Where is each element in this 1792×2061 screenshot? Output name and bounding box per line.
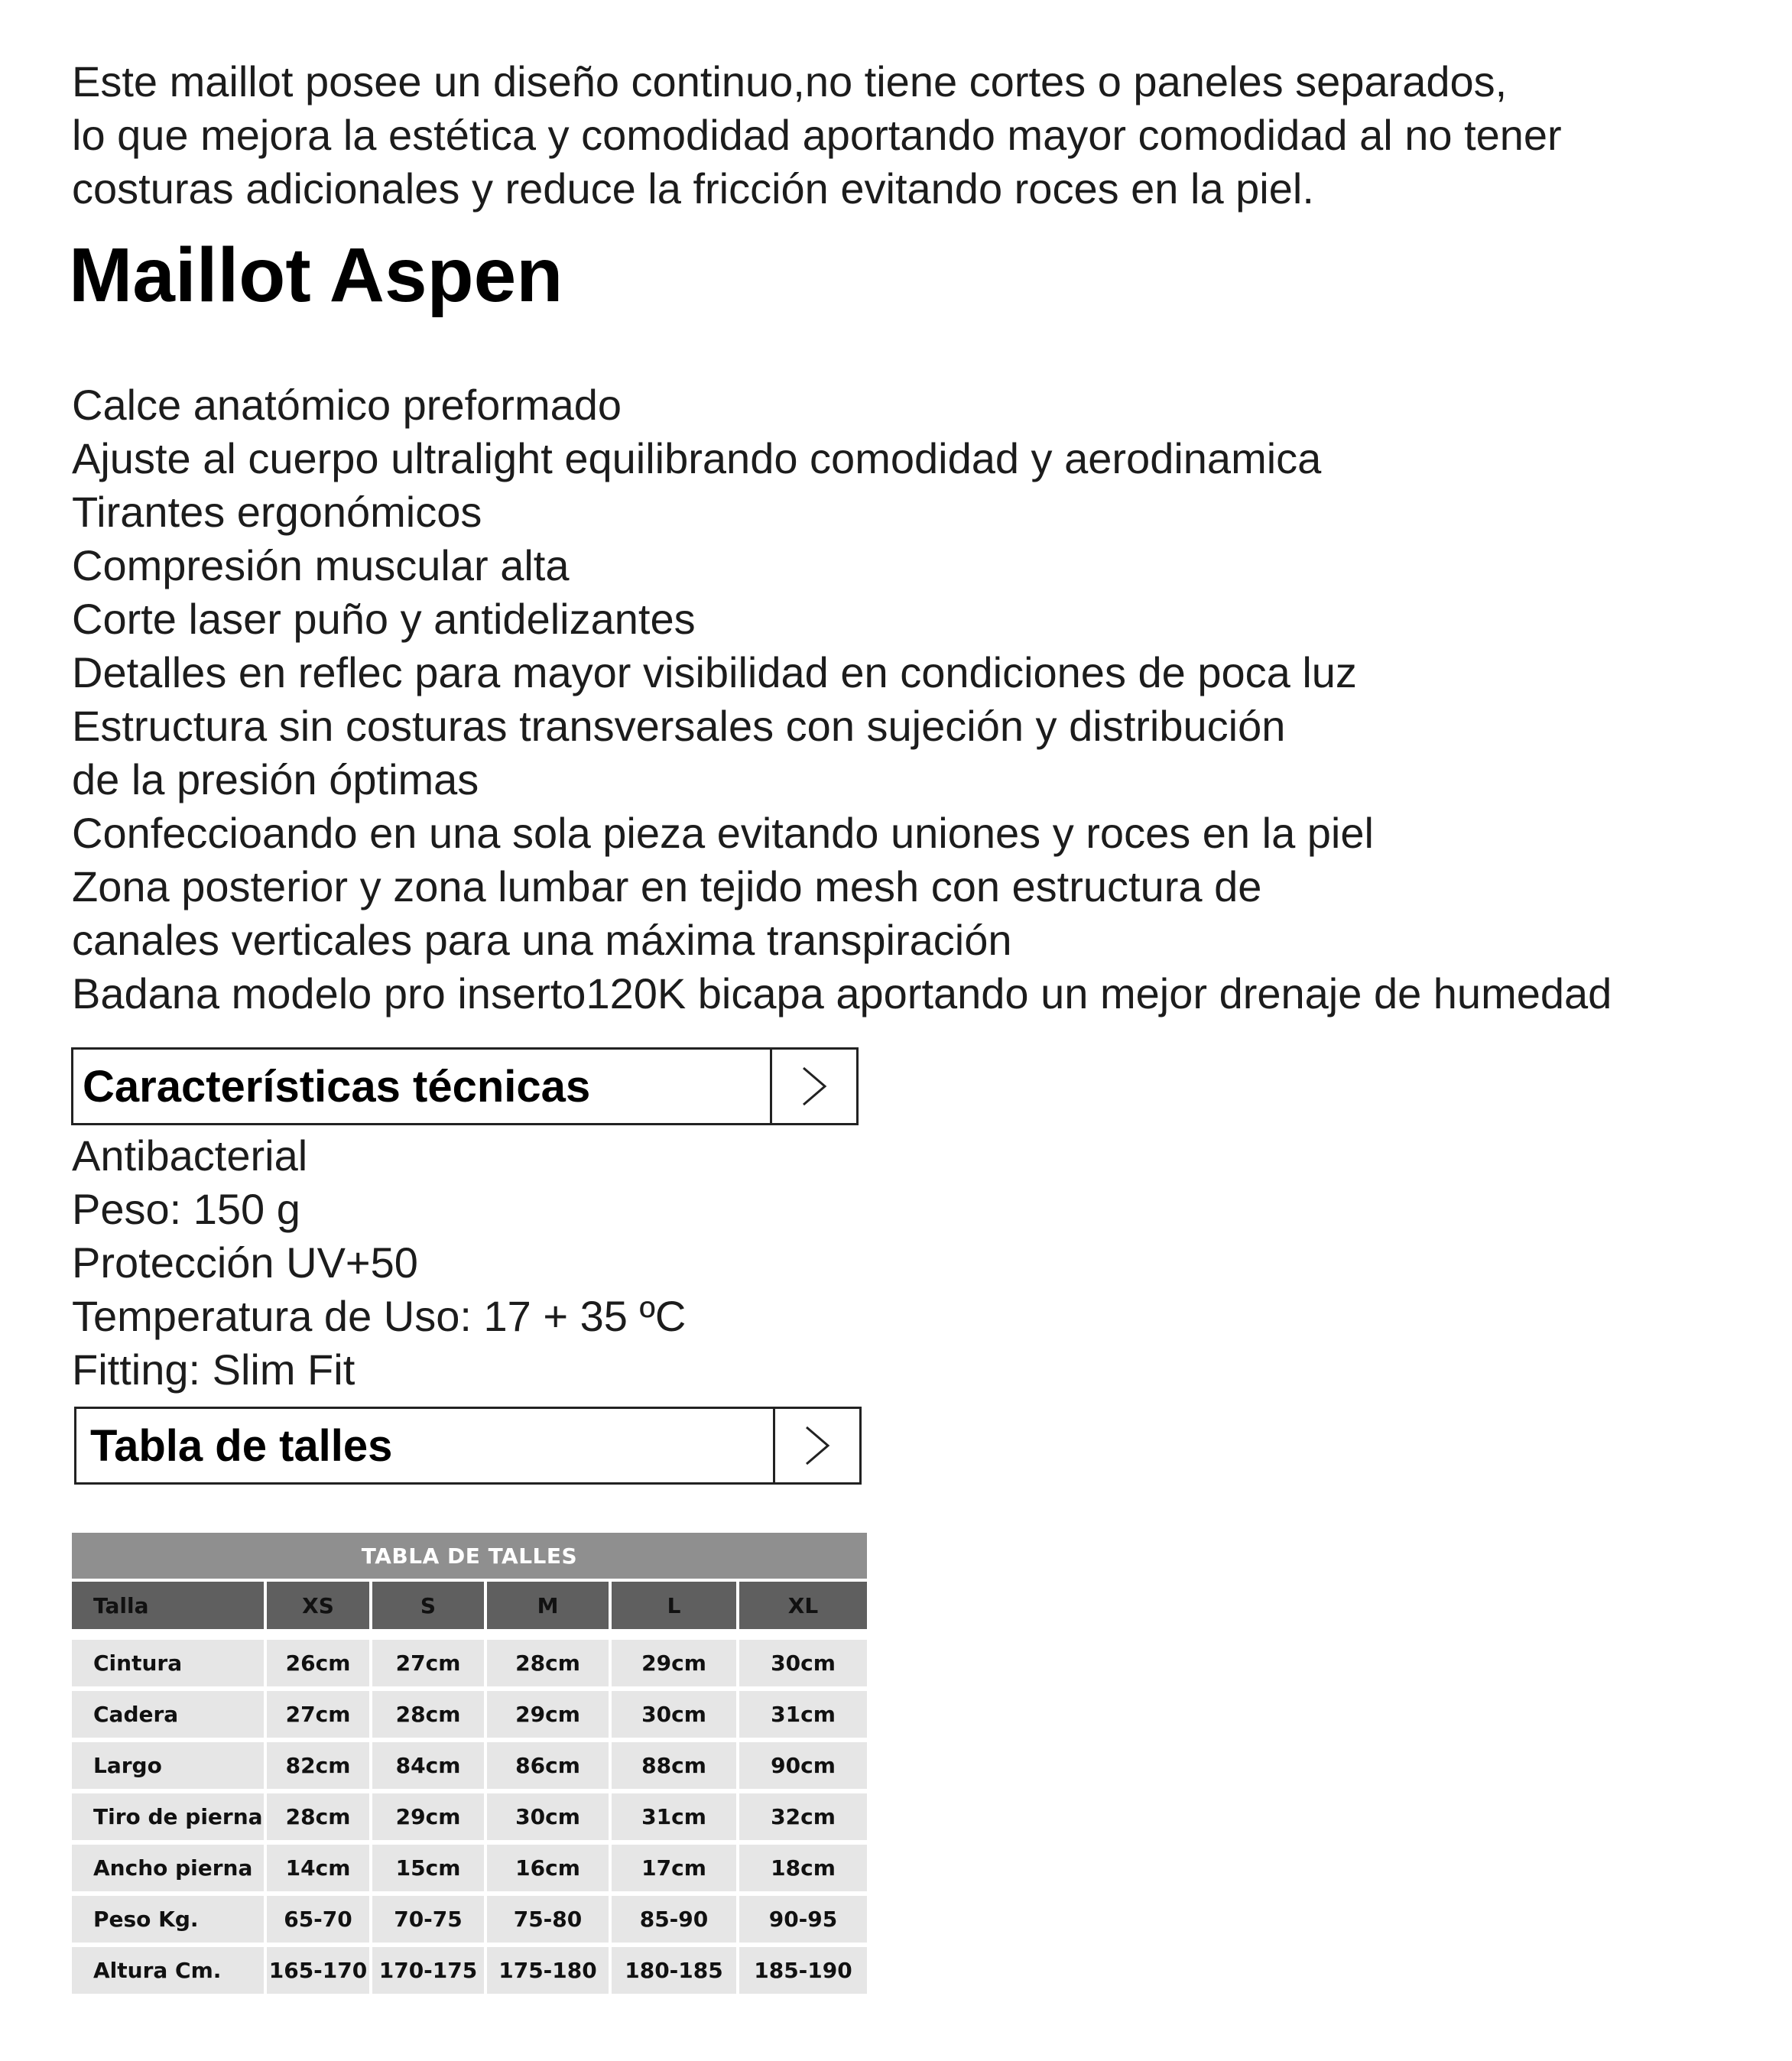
spec-item: Peso: 150 g (72, 1185, 300, 1233)
intro-line: lo que mejora la estética y comodidad aportando mayor comodidad al no tener (72, 111, 1562, 159)
product-title: Maillot Aspen (69, 232, 563, 318)
feature-item: Calce anatómico preformado (72, 381, 622, 429)
feature-item: Confeccioando en una sola pieza evitando uniones y roces en la piel (72, 809, 1374, 857)
chevron-right-icon[interactable] (773, 1409, 859, 1482)
row-label: Cintura (72, 1640, 267, 1686)
spec-item: Temperatura de Uso: 17 + 35 ºC (72, 1292, 687, 1340)
header-cell: XS (267, 1582, 372, 1629)
feature-item: canales verticales para una máxima transpiración (72, 916, 1012, 964)
table-cell: 15cm (372, 1845, 487, 1891)
feature-item: Tirantes ergonómicos (72, 488, 482, 536)
table-cell: 82cm (267, 1742, 372, 1789)
table-cell: 31cm (771, 1702, 836, 1727)
table-cell: 29cm (487, 1691, 612, 1738)
intro-line: costuras adicionales y reduce la fricción evitando roces en la piel. (72, 164, 1314, 213)
header-cell: L (612, 1582, 739, 1629)
table-cell: 30cm (612, 1691, 739, 1738)
table-cell: 29cm (612, 1640, 739, 1686)
intro-line: Este maillot posee un diseño continuo,no tiene cortes o paneles separados, (72, 57, 1508, 105)
table-row (72, 1793, 867, 1840)
feature-item: Ajuste al cuerpo ultralight equilibrando comodidad y aerodinamica (72, 434, 1322, 482)
table-cell: 27cm (267, 1691, 372, 1738)
table-cell: 85-90 (612, 1896, 739, 1943)
table-cell: 88cm (612, 1742, 739, 1789)
table-cell: 90-95 (768, 1907, 838, 1932)
feature-item: Badana modelo pro inserto120K bicapa aportando un mejor drenaje de humedad (72, 969, 1612, 1018)
tech-specs-accordion[interactable] (71, 1047, 859, 1125)
table-cell: 75-80 (487, 1896, 612, 1943)
feature-item: Corte laser puño y antidelizantes (72, 595, 696, 643)
table-cell: 90cm (771, 1753, 836, 1778)
feature-item: Estructura sin costuras transversales con sujeción y distribución (72, 702, 1286, 750)
table-cell: 30cm (487, 1793, 612, 1840)
table-cell: 28cm (267, 1793, 372, 1840)
spec-item: Fitting: Slim Fit (72, 1345, 355, 1394)
header-cell: XL (787, 1592, 819, 1618)
header-cell: M (487, 1582, 612, 1629)
row-label: Tiro de pierna (72, 1793, 267, 1840)
table-cell: 28cm (372, 1691, 487, 1738)
tech-specs-label: Características técnicas (83, 1061, 591, 1112)
table-cell: 31cm (612, 1793, 739, 1840)
table-cell: 165-170 (267, 1947, 372, 1994)
table-cell: 84cm (372, 1742, 487, 1789)
row-label: Peso Kg. (72, 1896, 267, 1943)
row-label: Cadera (72, 1691, 267, 1738)
table-cell: 14cm (267, 1845, 372, 1891)
table-cell: 86cm (487, 1742, 612, 1789)
table-row (72, 1640, 867, 1686)
size-chart-accordion[interactable] (74, 1407, 862, 1485)
tech-specs-list (72, 1129, 686, 1397)
feature-item: Compresión muscular alta (72, 541, 570, 589)
table-cell: 32cm (771, 1804, 836, 1829)
chevron-right-icon[interactable] (770, 1050, 856, 1123)
feature-item: Detalles en reflec para mayor visibilidad en condiciones de poca luz (72, 648, 1357, 696)
row-label: Largo (72, 1742, 267, 1789)
spec-item: Protección UV+50 (72, 1238, 418, 1287)
table-cell: 26cm (267, 1640, 372, 1686)
feature-item: Zona posterior y zona lumbar en tejido mesh con estructura de (72, 862, 1262, 910)
table-cell: 70-75 (372, 1896, 487, 1943)
feature-item: de la presión óptimas (72, 755, 479, 803)
row-label: Altura Cm. (72, 1947, 267, 1994)
table-row (72, 1947, 867, 1994)
size-chart-label: Tabla de talles (90, 1420, 393, 1471)
table-cell: 180-185 (612, 1947, 739, 1994)
size-table (72, 1533, 867, 1994)
header-cell: S (372, 1582, 487, 1629)
table-cell: 29cm (372, 1793, 487, 1840)
table-cell: 16cm (487, 1845, 612, 1891)
intro-paragraph (72, 55, 1769, 216)
spec-item: Antibacterial (72, 1131, 308, 1180)
size-table-title: TABLA DE TALLES (72, 1533, 867, 1579)
table-cell: 30cm (771, 1650, 836, 1676)
table-row (72, 1691, 867, 1738)
size-table-header (72, 1582, 867, 1629)
row-label: Ancho pierna (72, 1845, 267, 1891)
table-row (72, 1742, 867, 1789)
table-row (72, 1896, 867, 1943)
table-row (72, 1845, 867, 1891)
table-cell: 27cm (372, 1640, 487, 1686)
table-cell: 170-175 (372, 1947, 487, 1994)
table-cell: 185-190 (754, 1958, 852, 1983)
table-cell: 18cm (771, 1855, 836, 1881)
table-cell: 28cm (487, 1640, 612, 1686)
table-cell: 17cm (612, 1845, 739, 1891)
feature-list (72, 378, 1777, 1021)
table-cell: 175-180 (487, 1947, 612, 1994)
header-cell: Talla (72, 1582, 267, 1629)
table-cell: 65-70 (267, 1896, 372, 1943)
